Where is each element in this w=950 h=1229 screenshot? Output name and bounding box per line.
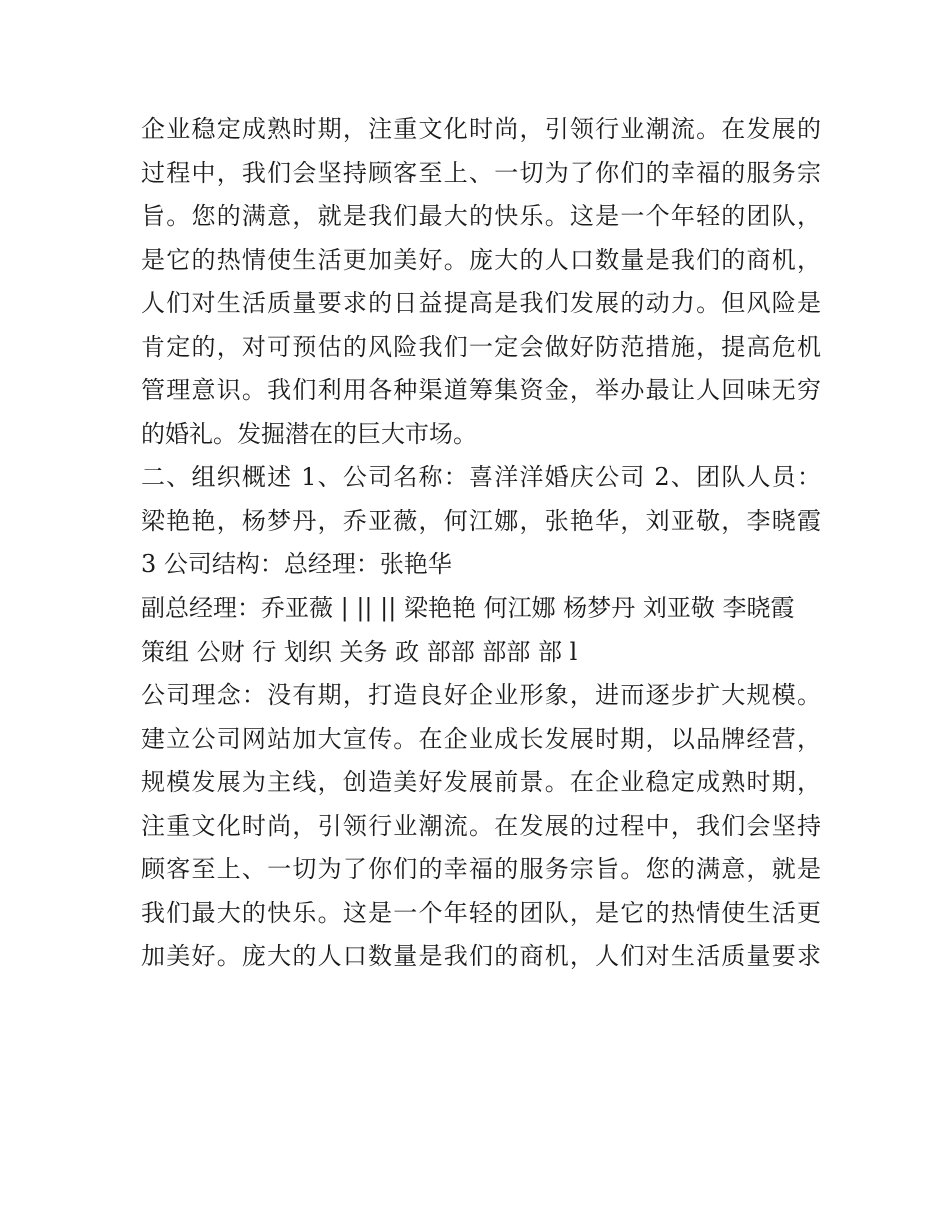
text-line: 建立公司网站加大宣传。在企业成长发展时期，以品牌经营， — [141, 724, 821, 753]
text-line: 注重文化时尚，引领行业潮流。在发展的过程中，我们会坚持 — [141, 811, 821, 840]
text-line: 人们对生活质量要求的日益提高是我们发展的动力。但风险是 — [141, 289, 821, 318]
text-line: 肯定的，对可预估的风险我们一定会做好防范措施，提高危机 — [141, 332, 821, 361]
text-line: 的婚礼。发掘潜在的巨大市场。 — [141, 419, 477, 448]
text-line: 3 公司结构：总经理：张艳华 — [141, 550, 452, 579]
text-line: 旨。您的满意，就是我们最大的快乐。这是一个年轻的团队， — [141, 202, 821, 231]
text-line: 是它的热情使生活更加美好。庞大的人口数量是我们的商机， — [141, 245, 821, 274]
text-line: 我们最大的快乐。这是一个年轻的团队，是它的热情使生活更 — [141, 898, 821, 927]
text-line: 副总经理：乔亚薇 | || || 梁艳艳 何江娜 杨梦丹 刘亚敬 李晓霞 — [141, 594, 795, 623]
text-line: 过程中，我们会坚持顾客至上、一切为了你们的幸福的服务宗 — [141, 158, 821, 187]
text-line: 管理意识。我们利用各种渠道筹集资金，举办最让人回味无穷 — [141, 376, 821, 405]
text-line: 加美好。庞大的人口数量是我们的商机，人们对生活质量要求 — [141, 942, 821, 971]
text-line: 二、组织概述 1、公司名称：喜洋洋婚庆公司 2、团队人员： — [141, 463, 821, 492]
text-line: 顾客至上、一切为了你们的幸福的服务宗旨。您的满意，就是 — [141, 855, 821, 884]
text-line: 梁艳艳，杨梦丹，乔亚薇，何江娜，张艳华，刘亚敬，李晓霞 — [141, 506, 821, 535]
text-line: 公司理念：没有期，打造良好企业形象，进而逐步扩大规模。 — [141, 681, 821, 710]
text-line: 规模发展为主线，创造美好发展前景。在企业稳定成熟时期， — [141, 768, 821, 797]
document-body — [141, 108, 821, 979]
text-line: 企业稳定成熟时期，注重文化时尚，引领行业潮流。在发展的 — [141, 115, 821, 143]
text-line: 策组 公财 行 划织 关务 政 部部 部部 部 l — [141, 637, 578, 666]
